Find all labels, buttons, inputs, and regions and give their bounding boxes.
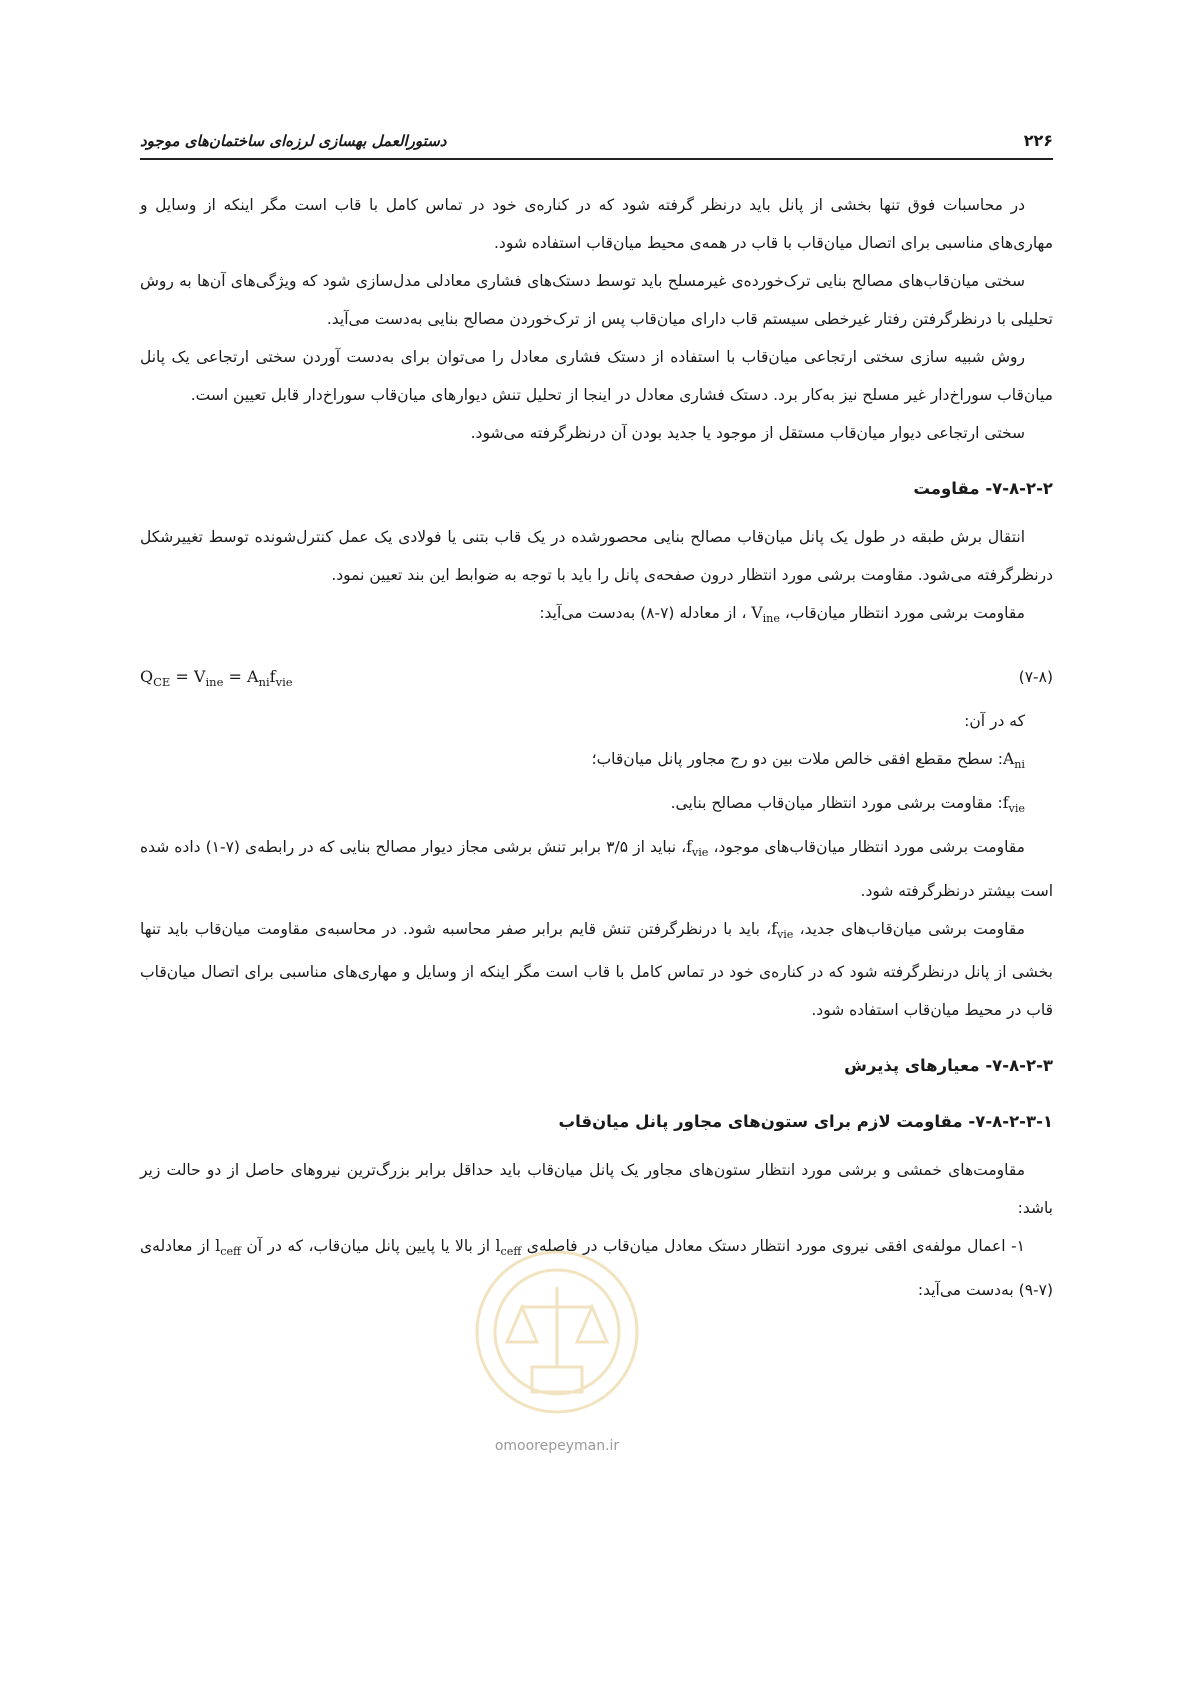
heading-column-strength: ۷-۸-۲-۳-۱- مقاومت لازم برای ستون‌های مجاور پانل میان‌قاب [558, 1112, 1053, 1132]
equation-number: (۷-۸) [1018, 667, 1053, 686]
paragraph-column-strength: مقاومت‌های خمشی و برشی مورد انتظار ستون‌های مجاور یک پانل میان‌قاب باید حداقل برابر بزرگ‌ترین نیروهای حاصل از دو حالت زیر باشد: [140, 1161, 1053, 1218]
page-content [140, 186, 1053, 1309]
paragraph-elastic-stiffness: سختی ارتجاعی دیوار میان‌قاب مستقل از موجود یا جدید بودن آن درنظرگرفته می‌شود. [470, 424, 1025, 442]
heading-acceptance: ۷-۸-۲-۳- معیارهای پذیرش [844, 1056, 1053, 1076]
page-header [140, 118, 1053, 160]
paragraph-expected-shear: مقاومت برشی مورد انتظار میان‌قاب، $V_{ine}$ ، از معادله (۷-۸) به‌دست می‌آید: [539, 604, 1025, 625]
where-block [140, 702, 1053, 828]
where-f-vie: $f_{vie}$: مقاومت برشی مورد انتظار میان‌قاب مصالح بنایی. [670, 793, 1025, 815]
var-v-ine: $V_{ine}$ [751, 604, 780, 625]
paragraph-stiffness: سختی میان‌قاب‌های مصالح بنایی ترک‌خورده‌ی غیرمسلح باید توسط دستک‌های فشاری معادلی مدل‌سازی شود که ویژگی‌های آن‌ها به روش تحلیلی با درنظرگرفتن رفتار غیرخطی سیستم قاب دارای میان‌قاب پس از ترک‌خوردن مصالح بنایی به‌دست می‌آید. [140, 272, 1053, 328]
paragraph-existing-infill: مقاومت برشی مورد انتظار میان‌قاب‌های موجود، $f_{vie}،$ نباید از ۳/۵ برابر تنش برشی مجاز دیوار مصالح بنایی که در رابطه‌ی (۷-۱) داده شده است بیشتر درنظرگرفته شود. [140, 837, 1053, 900]
where-a-ni: $A_{ni}$: سطح مقطع افقی خالص ملات بین دو رج مجاور پانل میان‌قاب؛ [591, 749, 1025, 771]
watermark-site: omoorepeyman.ir [494, 1438, 620, 1454]
page-number: ۲۲۶ [1023, 131, 1053, 150]
paragraph-elastic-method: روش شبیه سازی سختی ارتجاعی میان‌قاب با استفاده از دستک فشاری معادل را می‌توان برای به‌دست آوردن سختی ارتجاعی یک پانل میان‌قاب سوراخ‌دار غیر مسلح نیز به‌کار برد. دستک فشاری معادل در اینجا از تحلیل تنش دیوارهای میان‌قاب سوراخ‌دار قابل تعیین است. [140, 348, 1053, 404]
heading-strength: ۷-۸-۲-۲- مقاومت [913, 479, 1053, 498]
equation-body: $Q_{CE} = V_{ine} = A_{ni}f_{vie}$ [140, 666, 293, 689]
paragraph-calc-note: در محاسبات فوق تنها بخشی از پانل باید درنظر گرفته شود که در کناره‌ی خود در تماس کامل با قاب است مگر اینکه از وسایل و مهاری‌های مناسبی برای اتصال میان‌قاب با قاب در همه‌ی محیط میان‌قاب استفاده شود. [140, 196, 1053, 252]
where-intro: که در آن: [964, 711, 1025, 730]
paragraph-new-infill: مقاومت برشی میان‌قاب‌های جدید، $f_{vie}،$ باید با درنظرگرفتن تنش قایم برابر صفر محاسبه شود. در محاسبه‌ی مقاومت میان‌قاب باید تنها بخشی از پانل درنظرگرفته شود که در کناره‌ی خود در تماس کامل با قاب است مگر اینکه از وسایل و مهاری‌های مناسبی برای اتصال میان‌قاب قاب در محیط میان‌قاب استفاده شود. [140, 919, 1053, 1020]
document-title: دستورالعمل بهسازی لرزه‌ای ساختمان‌های موجود [140, 132, 447, 150]
equation-7-8 [140, 652, 1053, 702]
paragraph-shear-transfer: انتقال برش طبقه در طول یک پانل میان‌قاب مصالح بنایی محصورشده در یک قاب بتنی یا فولادی یک عمل کنترل‌شونده توسط تغییرشکل درنظرگرفته می‌شود. مقاومت برشی مورد انتظار درون صفحه‌ی پانل را باید با توجه به ضوابط این بند تعیین نمود. [140, 528, 1053, 584]
paragraph-strut-force: ۱- اعمال مولفه‌ی افقی نیروی مورد انتظار دستک معادل میان‌قاب در فاصله‌ی $l_{ceff}$ از بالا یا پایین پانل میان‌قاب، که در آن $l_{ceff}$ از معادله‌ی (۷-۹) به‌دست می‌آید: [140, 1237, 1053, 1300]
